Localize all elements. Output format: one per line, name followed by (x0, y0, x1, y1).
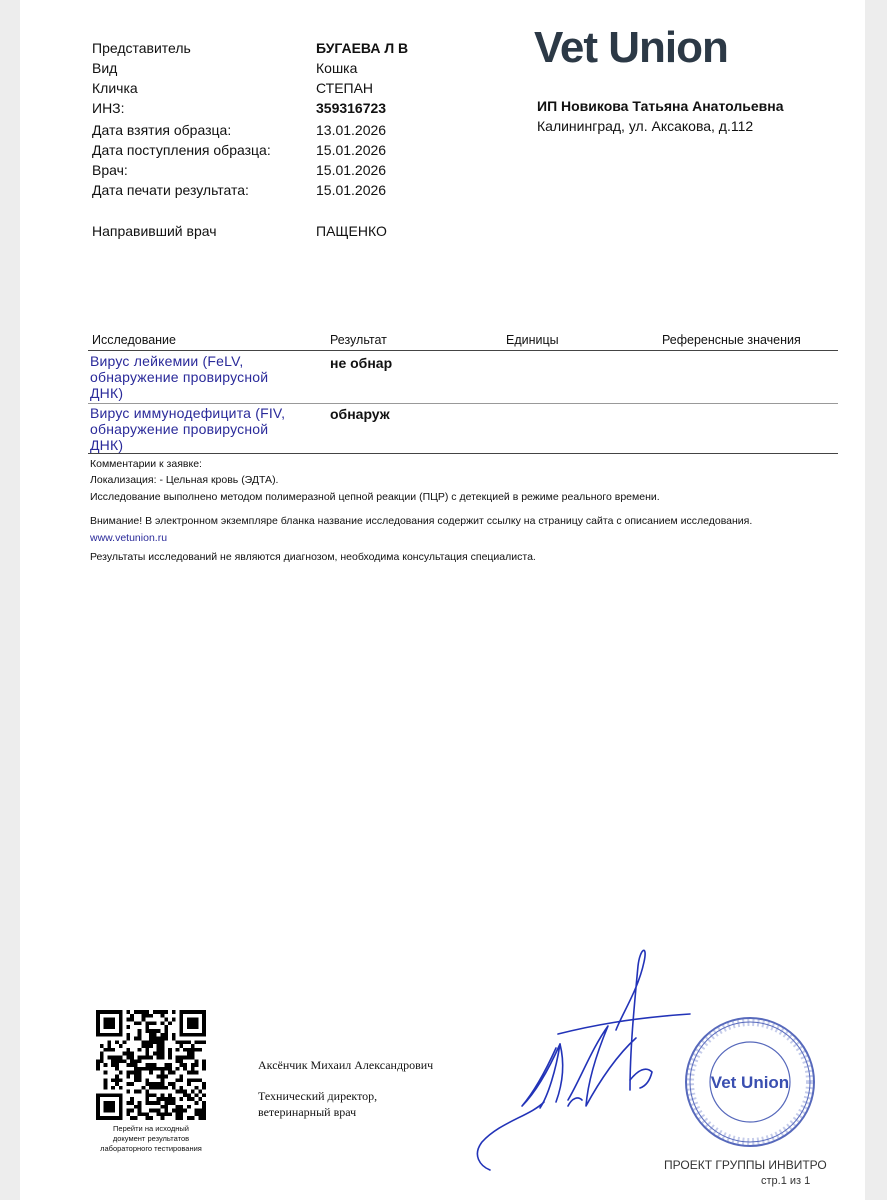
test-name-line: Вирус иммунодефицита (FIV, (90, 405, 286, 421)
print-date-label: Дата печати результата: (92, 182, 249, 198)
sample-date-label: Дата взятия образца: (92, 122, 232, 138)
clinic-name: ИП Новикова Татьяна Анатольевна (537, 98, 784, 114)
doctor-value: 15.01.2026 (316, 162, 387, 178)
result-felv: не обнар (330, 355, 393, 371)
signer-title-line: ветеринарный врач (258, 1105, 357, 1119)
page-number: стр.1 из 1 (761, 1175, 811, 1187)
clinic-address: Калининград, ул. Аксакова, д.112 (537, 118, 754, 134)
column-header-result: Результат (330, 333, 387, 347)
inz-label: ИНЗ: (92, 100, 125, 116)
qr-caption-line: Перейти на исходный (113, 1124, 189, 1133)
test-name-line: ДНК) (90, 437, 124, 453)
comments-label: Комментарии к заявке: (90, 458, 202, 470)
referring-doctor-label: Направивший врач (92, 223, 217, 239)
inz-value: 359316723 (316, 100, 387, 116)
row-divider (88, 403, 838, 404)
table-row-test-felv[interactable] (90, 353, 330, 401)
received-date-value: 15.01.2026 (316, 142, 387, 158)
signer-name: Аксёнчик Михаил Александрович (258, 1058, 434, 1072)
attention-note: Внимание! В электронном экземпляре бланка название исследования содержит ссылку на страницу сайта с описанием исследования. (90, 515, 753, 527)
test-name-line: ДНК) (90, 385, 124, 401)
signer-title (258, 1088, 377, 1120)
representative-label: Представитель (92, 40, 191, 56)
localization-note: Локализация: - Цельная кровь (ЭДТА). (90, 474, 279, 486)
project-label: ПРОЕКТ ГРУППЫ ИНВИТРО (664, 1158, 827, 1172)
lab-report-page (20, 0, 865, 1200)
column-header-reference: Референсные значения (662, 333, 801, 347)
company-stamp (682, 1014, 818, 1150)
qr-code[interactable] (96, 1010, 206, 1120)
test-name-line: обнаружение провирусной (90, 369, 269, 385)
stamp-text: Vet Union (710, 1073, 790, 1092)
test-name-line: обнаружение провирусной (90, 421, 269, 437)
qr-caption-line: документ результатов (112, 1134, 190, 1143)
signer-title-line: Технический директор, (258, 1089, 378, 1103)
website-link[interactable]: www.vetunion.ru (90, 532, 168, 544)
method-note: Исследование выполнено методом полимеразной цепной реакции (ПЦР) с детекцией в режиме реального времени. (90, 491, 660, 503)
test-name-line: Вирус лейкемии (FeLV, (90, 353, 244, 369)
handwritten-signature (460, 930, 700, 1180)
species-value: Кошка (316, 60, 358, 76)
qr-caption-line: лабораторного тестирования (100, 1144, 202, 1153)
pet-name-label: Кличка (92, 80, 138, 96)
table-header-divider (88, 350, 838, 351)
doctor-label: Врач: (92, 162, 128, 178)
column-header-units: Единицы (506, 333, 559, 347)
received-date-label: Дата поступления образца: (92, 142, 271, 158)
representative-value: БУГАЕВА Л В (316, 40, 409, 56)
print-date-value: 15.01.2026 (316, 182, 387, 198)
species-label: Вид (92, 60, 118, 76)
column-header-test: Исследование (92, 333, 176, 347)
table-row-test-fiv[interactable] (90, 405, 330, 453)
result-fiv: обнаруж (330, 406, 390, 422)
referring-doctor-value: ПАЩЕНКО (316, 223, 387, 239)
vet-union-logo: Vet Union (534, 23, 728, 72)
disclaimer-note: Результаты исследований не являются диагнозом, необходима консультация специалиста. (90, 551, 536, 563)
qr-caption (90, 1124, 212, 1154)
table-bottom-divider (88, 453, 838, 454)
pet-name-value: СТЕПАН (316, 80, 374, 96)
sample-date-value: 13.01.2026 (316, 122, 387, 138)
